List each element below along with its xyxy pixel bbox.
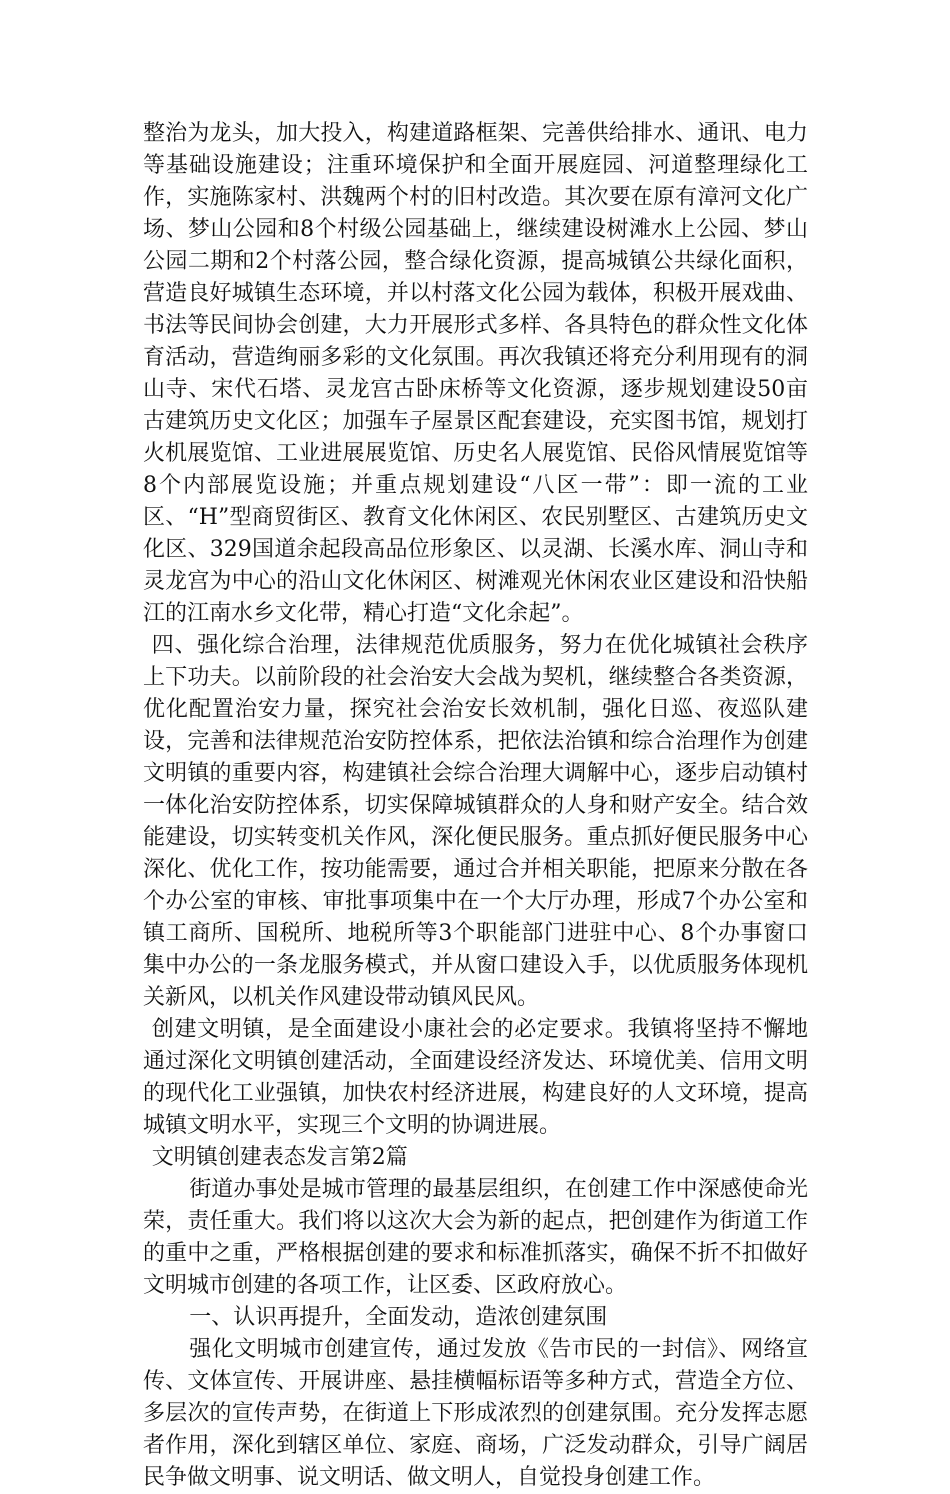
paragraph-governance: 四、强化综合治理，法律规范优质服务，努力在优化城镇社会秩序上下功夫。以前阶段的社会治安大会战为契机，继续整合各类资源，优化配置治安力量，探究社会治安长效机制，强化日巡、夜巡队建设，完善和法律规范治安防控体系，把依法治镇和综合治理作为创建文明镇的重要内容，构建镇社会综合治理大调解中心，逐步启动镇村一体化治安防控体系，切实保障城镇群众的人身和财产安全。结合效能建设，切实转变机关作风，深化便民服务。重点抓好便民服务中心深化、优化工作，按功能需要，通过合并相关职能，把原来分散在各个办公室的审核、审批事项集中在一个大厅办理，形成7个办公室和镇工商所、国税所、地税所等3个职能部门进驻中心、8个办事窗口集中办公的一条龙服务模式，并从窗口建设入手，以优质服务体现机关新风，以机关作风建设带动镇风民风。: [143, 633, 808, 1010]
paragraph-publicity: 强化文明城市创建宣传，通过发放《告市民的一封信》、网络宣传、文体宣传、开展讲座、悬挂横幅标语等多种方式，营造全方位、多层次的宣传声势，在街道上下形成浓烈的创建氛围。充分发挥志愿者作用，深化到辖区单位、家庭、商场，广泛发动群众，引导广阔居民争做文明事、说文明话、做文明人，自觉投身创建工作。: [143, 1337, 808, 1490]
section-title: 文明镇创建表态发言第2篇: [151, 1145, 408, 1170]
subheading-awareness: 一、认识再提升，全面发动，造浓创建氛围: [189, 1305, 608, 1330]
paragraph-village-renovation: 整治为龙头，加大投入，构建道路框架、完善供给排水、通讯、电力等基础设施建设；注重环境保护和全面开展庭园、河道整理绿化工作，实施陈家村、洪魏两个村的旧村改造。其次要在原有漳河文化广场、梦山公园和8个村级公园基础上，继续建设树滩水上公园、梦山公园二期和2个村落公园，整合绿化资源，提高城镇公共绿化面积，营造良好城镇生态环境，并以村落文化公园为载体，积极开展戏曲、书法等民间协会创建，大力开展形式多样、各具特色的群众性文化体育活动，营造绚丽多彩的文化氛围。再次我镇还将充分利用现有的洞山寺、宋代石塔、灵龙宫古卧床桥等文化资源，逐步规划建设50亩古建筑历史文化区；加强车子屋景区配套建设，充实图书馆，规划打火机展览馆、工业进展展览馆、历史名人展览馆、民俗风情展览馆等8个内部展览设施；并重点规划建设“八区一带”：即一流的工业区、“H”型商贸街区、教育文化休闲区、农民别墅区、古建筑历史文化区、329国道余起段高品位形象区、以灵湖、长溪水库、洞山寺和灵龙宫为中心的沿山文化休闲区、树滩观光休闲农业区建设和沿快船江的江南水乡文化带，精心打造“文化余起”。: [143, 121, 808, 626]
document-page: [143, 118, 808, 1494]
paragraph-street-office: 街道办事处是城市管理的最基层组织，在创建工作中深感使命光荣，责任重大。我们将以这次大会为新的起点，把创建作为街道工作的重中之重，严格根据创建的要求和标准抓落实，确保不折不扣做好文明城市创建的各项工作，让区委、区政府放心。: [143, 1177, 808, 1298]
paragraph-civilized-town: 创建文明镇，是全面建设小康社会的必定要求。我镇将坚持不懈地通过深化文明镇创建活动，全面建设经济发达、环境优美、信用文明的现代化工业强镇，加快农村经济进展，构建良好的人文环境，提高城镇文明水平，实现三个文明的协调进展。: [143, 1017, 808, 1138]
